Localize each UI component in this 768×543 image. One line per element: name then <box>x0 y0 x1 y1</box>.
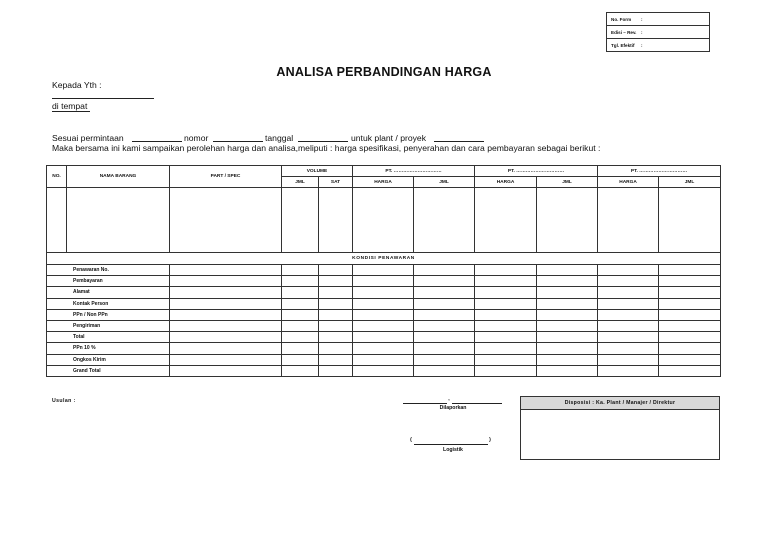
condition-cell <box>319 354 353 365</box>
plant-blank <box>434 141 484 142</box>
condition-cell <box>598 287 659 298</box>
condition-cell <box>598 354 659 365</box>
proposal-label: Usulan : <box>52 398 76 404</box>
condition-cell <box>282 276 319 287</box>
col-volume-jml: JML <box>282 177 319 188</box>
col-pt1-harga: HARGA <box>353 177 414 188</box>
condition-cell <box>414 320 475 331</box>
condition-cell <box>170 287 282 298</box>
form-number-label: No. Form <box>611 17 632 22</box>
condition-cell <box>414 298 475 309</box>
condition-label: Pengiriman <box>47 320 170 331</box>
offer-conditions-header: KONDISI PENAWARAN <box>47 253 721 265</box>
condition-cell <box>282 320 319 331</box>
logistics-signature-line <box>414 444 488 445</box>
intro-request-label: Sesuai permintaan <box>52 133 124 143</box>
col-part-spec-header: PART / SPEC <box>170 166 282 188</box>
condition-cell <box>659 287 721 298</box>
condition-cell <box>537 265 598 276</box>
col-volume-header: VOLUME <box>282 166 353 177</box>
condition-cell <box>319 343 353 354</box>
condition-cell <box>319 298 353 309</box>
condition-label: Alamat <box>47 287 170 298</box>
condition-cell <box>475 309 537 320</box>
condition-cell <box>659 320 721 331</box>
condition-cell <box>414 332 475 343</box>
reporter-date-line <box>452 403 502 404</box>
form-number-row <box>607 13 709 26</box>
condition-cell <box>659 265 721 276</box>
condition-row <box>47 287 721 298</box>
condition-cell <box>475 265 537 276</box>
condition-cell <box>353 320 414 331</box>
condition-cell <box>537 343 598 354</box>
condition-cell <box>598 365 659 376</box>
condition-cell <box>537 309 598 320</box>
condition-cell <box>353 365 414 376</box>
condition-cell <box>353 276 414 287</box>
recipient-place-underline <box>52 111 90 112</box>
reporter-date-sep: , <box>448 396 450 402</box>
condition-row <box>47 320 721 331</box>
condition-cell <box>659 354 721 365</box>
condition-cell <box>282 332 319 343</box>
disposition-box <box>520 396 720 460</box>
condition-cell <box>170 365 282 376</box>
condition-cell <box>537 320 598 331</box>
col-pt3-header: PT. ………………………… <box>598 166 721 177</box>
recipient-place: di tempat <box>52 101 88 111</box>
condition-cell <box>475 332 537 343</box>
condition-cell <box>598 320 659 331</box>
condition-label: Total <box>47 332 170 343</box>
condition-cell <box>598 343 659 354</box>
col-pt1-jml: JML <box>414 177 475 188</box>
condition-row <box>47 343 721 354</box>
condition-label: PPn 10 % <box>47 343 170 354</box>
col-pt3-jml: JML <box>659 177 721 188</box>
condition-cell <box>353 354 414 365</box>
effective-date-sep: : <box>641 43 643 48</box>
condition-cell <box>598 298 659 309</box>
condition-cell <box>537 287 598 298</box>
intro-plant-label: untuk plant / proyek <box>351 133 427 143</box>
condition-label: Kontak Person <box>47 298 170 309</box>
condition-label: Penawaran No. <box>47 265 170 276</box>
condition-cell <box>319 365 353 376</box>
condition-cell <box>353 298 414 309</box>
condition-cell <box>353 343 414 354</box>
condition-label: Ongkos Kirim <box>47 354 170 365</box>
condition-cell <box>319 320 353 331</box>
intro-date-label: tanggal <box>265 133 294 143</box>
col-pt2-harga: HARGA <box>475 177 537 188</box>
condition-cell <box>475 287 537 298</box>
condition-label: PPn / Non PPn <box>47 309 170 320</box>
condition-cell <box>414 343 475 354</box>
request-blank <box>132 141 182 142</box>
condition-cell <box>659 276 721 287</box>
condition-cell <box>537 365 598 376</box>
condition-cell <box>353 309 414 320</box>
edition-label: Edisi – Rev. <box>611 30 637 35</box>
edition-row <box>607 26 709 39</box>
condition-row <box>47 298 721 309</box>
condition-cell <box>414 354 475 365</box>
effective-date-label: Tgl. Efektif <box>611 43 635 48</box>
condition-cell <box>170 298 282 309</box>
disposition-header: Disposisi : Ka. Plant / Manajer / Direktur <box>521 397 719 410</box>
condition-cell <box>537 298 598 309</box>
condition-cell <box>170 265 282 276</box>
col-item-name-header: NAMA BARANG <box>67 166 170 188</box>
form-number-sep: : <box>641 17 643 22</box>
condition-cell <box>319 309 353 320</box>
condition-cell <box>282 365 319 376</box>
logistics-label: Logistik <box>443 447 463 453</box>
condition-row <box>47 265 721 276</box>
condition-cell <box>414 309 475 320</box>
condition-cell <box>282 354 319 365</box>
condition-cell <box>598 332 659 343</box>
logistics-paren-open: ( <box>410 437 412 443</box>
condition-cell <box>414 265 475 276</box>
recipient-name-line <box>52 98 154 99</box>
condition-cell <box>282 298 319 309</box>
col-pt2-jml: JML <box>537 177 598 188</box>
condition-cell <box>598 309 659 320</box>
date-blank <box>298 141 348 142</box>
condition-cell <box>659 343 721 354</box>
condition-cell <box>319 276 353 287</box>
condition-cell <box>353 287 414 298</box>
col-pt1-header: PT. ………………………… <box>353 166 475 177</box>
condition-cell <box>659 298 721 309</box>
condition-cell <box>659 332 721 343</box>
condition-label: Pembayaran <box>47 276 170 287</box>
col-pt2-header: PT. ………………………… <box>475 166 598 177</box>
condition-cell <box>475 320 537 331</box>
condition-cell <box>598 276 659 287</box>
logistics-paren-close: ) <box>489 437 491 443</box>
page-title: ANALISA PERBANDINGAN HARGA <box>276 65 492 79</box>
condition-cell <box>475 298 537 309</box>
recipient-to: Kepada Yth : <box>52 80 102 90</box>
comparison-table <box>46 165 721 377</box>
condition-cell <box>319 265 353 276</box>
condition-cell <box>659 309 721 320</box>
condition-cell <box>170 309 282 320</box>
col-pt3-harga: HARGA <box>598 177 659 188</box>
condition-cell <box>414 287 475 298</box>
condition-cell <box>598 265 659 276</box>
intro-number-label: nomor <box>184 133 209 143</box>
condition-cell <box>414 365 475 376</box>
condition-cell <box>353 265 414 276</box>
reporter-place-line <box>403 403 447 404</box>
form-info-box <box>606 12 710 52</box>
condition-row <box>47 332 721 343</box>
condition-cell <box>282 287 319 298</box>
condition-row <box>47 276 721 287</box>
condition-cell <box>170 320 282 331</box>
condition-row <box>47 365 721 376</box>
condition-cell <box>475 354 537 365</box>
condition-cell <box>537 332 598 343</box>
condition-cell <box>537 276 598 287</box>
condition-cell <box>659 365 721 376</box>
condition-cell <box>170 354 282 365</box>
condition-cell <box>537 354 598 365</box>
col-no-header: NO. <box>47 166 67 188</box>
condition-cell <box>170 276 282 287</box>
condition-cell <box>170 332 282 343</box>
edition-sep: : <box>641 30 643 35</box>
condition-cell <box>475 343 537 354</box>
intro-line-2: Maka bersama ini kami sampaikan perolehan harga dan analisa,meliputi : harga spesifikasi, penyerahan dan cara pembayaran sebagai berikut : <box>52 143 601 153</box>
condition-cell <box>475 276 537 287</box>
col-volume-sat: SAT <box>319 177 353 188</box>
conditions-body <box>47 265 721 377</box>
condition-cell <box>282 309 319 320</box>
condition-cell <box>282 265 319 276</box>
condition-cell <box>414 276 475 287</box>
effective-date-row <box>607 39 709 52</box>
number-blank <box>213 141 263 142</box>
condition-cell <box>282 343 319 354</box>
condition-cell <box>319 287 353 298</box>
items-body-row <box>47 188 721 253</box>
condition-row <box>47 309 721 320</box>
condition-row <box>47 354 721 365</box>
condition-label: Grand Total <box>47 365 170 376</box>
reported-by-label: Dilaporkan <box>439 405 467 411</box>
condition-cell <box>170 343 282 354</box>
condition-cell <box>353 332 414 343</box>
condition-cell <box>319 332 353 343</box>
condition-cell <box>475 365 537 376</box>
